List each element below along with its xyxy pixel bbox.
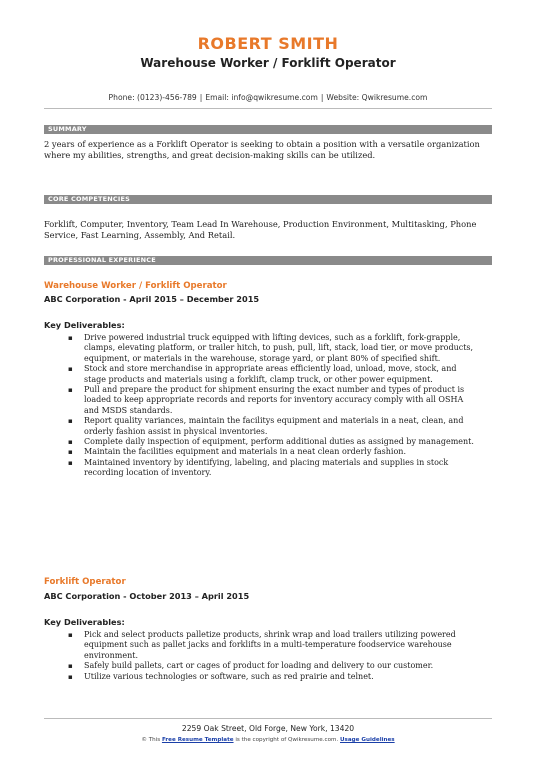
list-item: ▪ Safely build pallets, cart or cages of product for loading and delivery to our customer. bbox=[68, 661, 480, 671]
job-title: Warehouse Worker / Forklift Operator bbox=[44, 281, 227, 291]
contact-email: Email: info@qwikresume.com bbox=[205, 93, 318, 102]
summary-text: 2 years of experience as a Forklift Operator is seeking to obtain a position with a versatile organization where my abilities, strengths, and great decision-making skills can be utilized. bbox=[44, 139, 480, 160]
competencies-text: Forklift, Computer, Inventory, Team Lead In Warehouse, Production Environment, Multitasking, Phone Service, Fast Learning, Assembly, And Retail. bbox=[44, 219, 477, 240]
job-company: ABC Corporation - April 2015 – December 2015 bbox=[44, 294, 260, 304]
list-item: ▪ Drive powered industrial truck equipped with lifting devices, such as a forklift, fork-grapple, clamps, elevating platform, or trailer hitch, to push, pull, lift, stack, load tier, or move products, equipment, or materials in the warehouse, storage yard, or plant 80% of specified shift. bbox=[68, 333, 480, 364]
list-item: ▪ Pull and prepare the product for shipment ensuring the exact number and types of product is loaded to keep appropriate records and reports for inventory accuracy comply with all OSHA and MSDS standards. bbox=[68, 385, 480, 416]
list-item: ▪ Maintain the facilities equipment and materials in a neat clean orderly fashion. bbox=[68, 447, 480, 457]
candidate-name: ROBERT SMITH bbox=[197, 34, 339, 53]
deliverables-label: Key Deliverables: bbox=[44, 617, 125, 627]
list-item: ▪ Complete daily inspection of equipment, perform additional duties as assigned by management. bbox=[68, 437, 480, 447]
footer-divider bbox=[44, 718, 492, 719]
copyright-prefix: © This bbox=[141, 737, 161, 743]
footer-copyright bbox=[0, 737, 536, 743]
list-item: ▪ Maintained inventory by identifying, labeling, and placing materials and supplies in stock recording location of inventory. bbox=[68, 458, 480, 479]
deliverables-label: Key Deliverables: bbox=[44, 320, 125, 330]
list-item: ▪ Report quality variances, maintain the facilitys equipment and materials in a neat, clean, and orderly fashion assist in physical inventories. bbox=[68, 416, 480, 437]
contact-line bbox=[0, 93, 536, 102]
section-heading-summary: SUMMARY bbox=[44, 125, 492, 134]
contact-separator: | bbox=[199, 93, 203, 102]
free-resume-template-link[interactable]: Free Resume Template bbox=[161, 737, 234, 743]
section-heading-competencies: CORE COMPETENCIES bbox=[44, 195, 492, 204]
header-divider bbox=[44, 108, 492, 109]
list-item: ▪ Pick and select products palletize products, shrink wrap and load trailers utilizing powered equipment such as pallet jacks and forklifts in a multi-temperature foodservice warehouse environment. bbox=[68, 630, 480, 661]
usage-guidelines-link[interactable]: Usage Guidelines bbox=[340, 737, 395, 743]
deliverables-list bbox=[68, 333, 480, 479]
contact-separator: | bbox=[320, 93, 324, 102]
deliverables-list bbox=[68, 630, 480, 682]
footer-address: 2259 Oak Street, Old Forge, New York, 13420 bbox=[181, 724, 355, 733]
list-item: ▪ Stock and store merchandise in appropriate areas efficiently load, unload, move, stock, and stage products and materials using a forklift, clamp truck, or other power equipment. bbox=[68, 364, 480, 385]
candidate-role: Warehouse Worker / Forklift Operator bbox=[140, 56, 396, 70]
list-item: ▪ Utilize various technologies or software, such as red prairie and telnet. bbox=[68, 672, 480, 682]
job-title: Forklift Operator bbox=[44, 577, 126, 587]
section-heading-experience: PROFESSIONAL EXPERIENCE bbox=[44, 256, 492, 265]
job-company: ABC Corporation - October 2013 – April 2015 bbox=[44, 591, 250, 601]
copyright-middle: is the copyright of Qwikresume.com. bbox=[235, 737, 339, 743]
contact-website: Website: Qwikresume.com bbox=[326, 93, 428, 102]
contact-phone: Phone: (0123)-456-789 bbox=[108, 93, 197, 102]
